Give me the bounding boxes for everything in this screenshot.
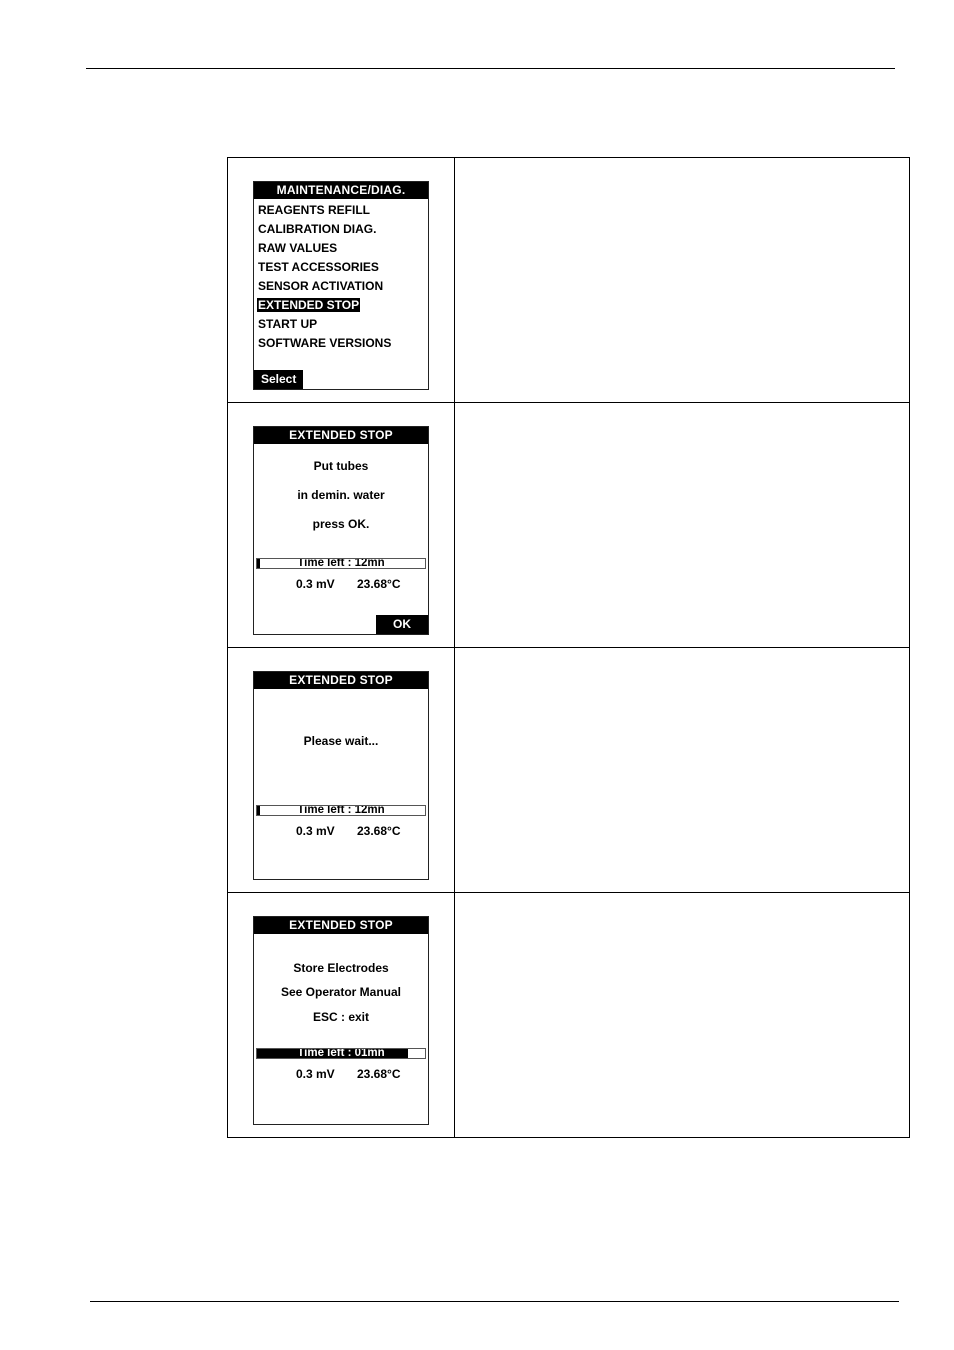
instruction-line: Please wait... (303, 734, 379, 748)
screen-cell (228, 648, 455, 892)
menu-item-extended-stop[interactable]: EXTENDED STOP (258, 298, 360, 312)
time-left-progress (256, 805, 426, 816)
lcd-title: EXTENDED STOP (254, 672, 428, 689)
header-rule (86, 68, 895, 69)
procedure-table (227, 157, 910, 1138)
description-cell (455, 648, 909, 892)
lcd-screen-please-wait (253, 671, 429, 880)
menu-list (254, 199, 428, 353)
table-row (227, 403, 910, 648)
instruction-line: Store Electrodes (293, 961, 389, 975)
time-left-progress (256, 1048, 426, 1059)
menu-item-calibration-diag[interactable]: CALIBRATION DIAG. (258, 222, 377, 236)
mv-reading: 0.3 mV (296, 824, 335, 838)
menu-item-start-up[interactable]: START UP (258, 317, 318, 331)
lcd-screen-put-tubes (253, 426, 429, 635)
instruction-line: press OK. (312, 517, 370, 531)
time-left-progress (256, 558, 426, 569)
screen-cell (228, 403, 455, 647)
table-row (227, 893, 910, 1138)
screen-cell (228, 158, 455, 402)
time-left-label: Time left : 01mn (297, 1048, 385, 1059)
menu-item-software-versions[interactable]: SOFTWARE VERSIONS (258, 336, 392, 350)
menu-item-reagents-refill[interactable]: REAGENTS REFILL (258, 203, 371, 217)
table-row (227, 648, 910, 893)
lcd-title: MAINTENANCE/DIAG. (254, 182, 428, 199)
time-left-label: Time left : 12mn (297, 805, 385, 816)
lcd-screen-store-electrodes (253, 916, 429, 1125)
time-left-label: Time left : 12mn (297, 558, 385, 569)
select-softkey[interactable]: Select (254, 370, 303, 389)
temperature-reading: 23.68°C (357, 1067, 401, 1081)
instruction-line: Put tubes (313, 459, 369, 473)
mv-reading: 0.3 mV (296, 577, 335, 591)
menu-item-test-accessories[interactable]: TEST ACCESSORIES (258, 260, 379, 274)
description-cell (455, 158, 909, 402)
description-cell (455, 893, 909, 1137)
lcd-title: EXTENDED STOP (254, 917, 428, 934)
footer-rule (90, 1301, 899, 1302)
instruction-line: in demin. water (297, 488, 385, 502)
description-cell (455, 403, 909, 647)
instruction-line: See Operator Manual (280, 985, 402, 999)
screen-cell (228, 893, 455, 1137)
menu-item-sensor-activation[interactable]: SENSOR ACTIVATION (258, 279, 384, 293)
instruction-line: ESC : exit (312, 1010, 369, 1024)
lcd-title: EXTENDED STOP (254, 427, 428, 444)
lcd-screen-menu (253, 181, 429, 390)
temperature-reading: 23.68°C (357, 577, 401, 591)
table-row (227, 157, 910, 403)
ok-softkey[interactable]: OK (376, 615, 428, 634)
menu-item-raw-values[interactable]: RAW VALUES (258, 241, 338, 255)
temperature-reading: 23.68°C (357, 824, 401, 838)
mv-reading: 0.3 mV (296, 1067, 335, 1081)
